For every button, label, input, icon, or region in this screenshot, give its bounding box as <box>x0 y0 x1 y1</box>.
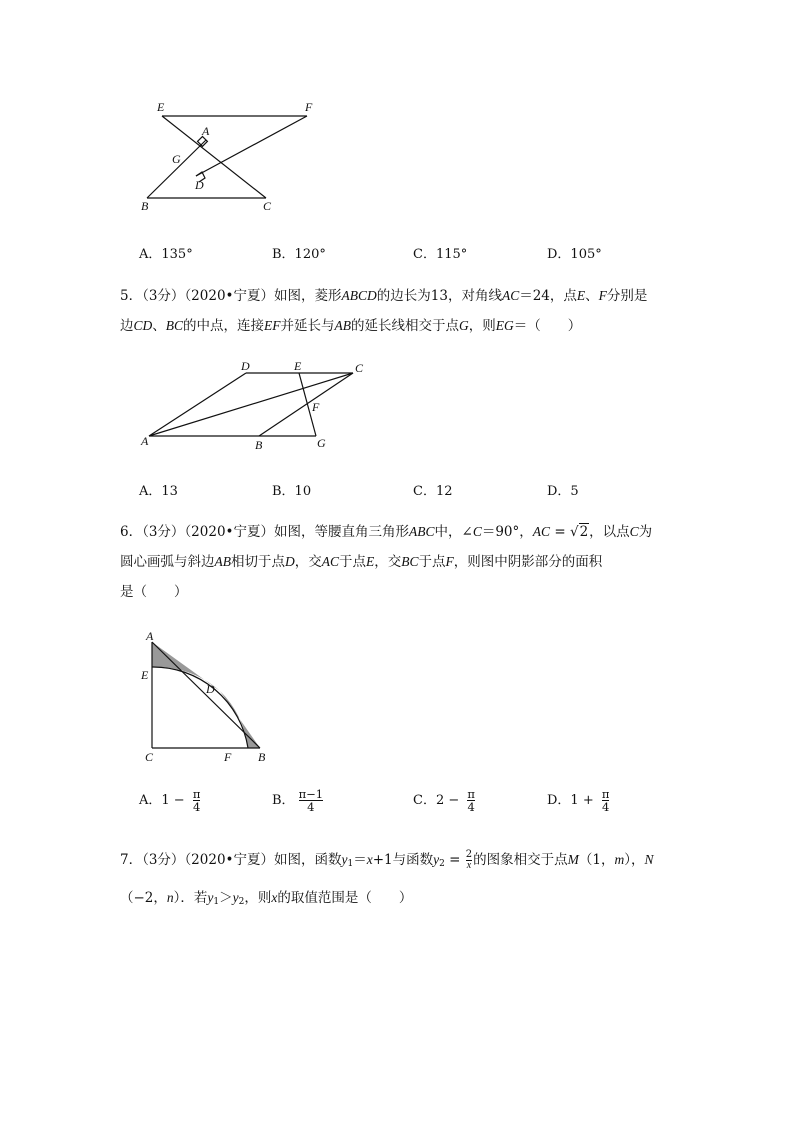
label-A: A <box>202 124 210 138</box>
label-F: F <box>305 100 313 114</box>
q7-text: 如图，函数 <box>274 852 342 868</box>
label-E: E <box>141 668 149 682</box>
option-prefix: A．1 − <box>139 793 189 809</box>
q5-text: 、 <box>152 318 166 334</box>
q5-option-a[interactable]: A．13 <box>139 484 178 499</box>
q7-text: 的图象相交于点 <box>473 852 568 868</box>
q6-text: 于点 <box>339 554 367 570</box>
q7-var: y <box>341 852 348 867</box>
q6-text: 中，∠ <box>434 524 473 540</box>
q7-var: y <box>232 890 239 905</box>
fraction-denominator: 4 <box>467 800 475 815</box>
label-G: G <box>172 152 181 166</box>
label-F: F <box>312 400 320 414</box>
q5-text: 的延长线相交于点 <box>351 318 460 334</box>
q6-var: D <box>285 554 295 569</box>
q5-text: ＝（ ） <box>513 318 582 334</box>
q7-var: M <box>567 852 579 867</box>
q5-score: （3分） <box>142 288 185 304</box>
fraction-denominator: 4 <box>192 800 201 815</box>
sqrt-symbol: √ <box>569 524 579 540</box>
q5-option-d[interactable]: D．5 <box>547 484 579 499</box>
fraction-denominator: x <box>466 860 472 871</box>
q7-score: （3分） <box>142 852 185 868</box>
label-D: D <box>206 682 215 696</box>
q7-var: m <box>614 852 625 867</box>
option-fraction <box>299 788 324 813</box>
option-fraction <box>602 788 610 813</box>
q7-subscript: 2 <box>238 897 245 907</box>
label-A: A <box>146 629 154 643</box>
q5-text: 的中点，连接 <box>183 318 265 334</box>
q5-option-c[interactable]: C．12 <box>413 484 453 499</box>
q6-text: 为 <box>638 524 653 540</box>
q6-text: ，以点 <box>589 524 630 540</box>
label-B: B <box>141 199 149 213</box>
label-F: F <box>224 750 232 764</box>
q5-var: EF <box>264 318 281 333</box>
q6-number: 6． <box>120 524 143 540</box>
q5-var: EG <box>495 318 514 333</box>
q6-option-b[interactable] <box>272 788 323 813</box>
option-fraction <box>467 788 475 813</box>
q5-var: AC <box>501 288 520 303</box>
q7-text: ）， <box>624 852 645 868</box>
q6-text: ，交 <box>294 554 322 570</box>
q5-var: CD <box>133 318 153 333</box>
q5-text: 、 <box>585 288 599 304</box>
q7-text: ＝ <box>353 852 367 868</box>
question-7 <box>120 843 680 919</box>
q7-var: N <box>644 852 654 867</box>
q6-figure <box>138 625 278 770</box>
fraction-numerator: 2 <box>465 849 473 860</box>
q7-fraction <box>466 850 472 871</box>
q5-var: ABCD <box>341 288 377 303</box>
fraction-numerator: π <box>601 787 610 801</box>
q6-text: 圆心画弧与斜边 <box>120 554 215 570</box>
q7-text: ）．若 <box>173 890 208 906</box>
segment-BC <box>259 373 353 436</box>
q7-subscript: 2 <box>439 859 445 869</box>
q6-var: AC <box>532 524 551 539</box>
q6-line-1 <box>120 517 680 547</box>
q6-text: 如图，等腰直角三角形 <box>274 524 410 540</box>
q7-var: x <box>271 890 278 905</box>
fraction-numerator: π−1 <box>298 787 324 801</box>
q7-var: n <box>166 890 174 905</box>
q5-number: 5． <box>120 288 143 304</box>
option-prefix: B． <box>272 793 295 809</box>
option-prefix: D．1 + <box>547 793 598 809</box>
q7-subscript: 1 <box>347 859 354 869</box>
q5-option-b[interactable]: B．10 <box>272 484 312 499</box>
q6-option-a[interactable] <box>139 788 200 813</box>
segment-AD <box>149 373 246 436</box>
q5-text: ，则 <box>468 318 496 334</box>
q5-source: （2020•宁夏） <box>184 288 275 304</box>
q5-text: 的边长为13，对角线 <box>376 288 502 304</box>
q7-var: y <box>433 852 440 867</box>
fraction-denominator: 4 <box>307 800 315 815</box>
q4-option-a[interactable]: A．135° <box>139 247 193 262</box>
q7-number: 7． <box>120 852 143 868</box>
q5-text: 分别是 <box>606 288 648 304</box>
q6-var: C <box>472 524 482 539</box>
label-C: C <box>355 361 364 375</box>
label-D: D <box>241 359 250 373</box>
q6-line-3: 是（ ） <box>120 584 188 600</box>
sqrt-expression <box>570 517 589 547</box>
q7-text: ，则 <box>244 890 272 906</box>
q6-var: ABC <box>409 524 435 539</box>
q5-text: 并延长与 <box>280 318 335 334</box>
q5-line-1 <box>120 281 680 311</box>
q6-text: ，交 <box>374 554 402 570</box>
segment-FD <box>196 116 307 176</box>
q5-text: 如图，菱形 <box>274 288 342 304</box>
question-6 <box>120 517 680 607</box>
q6-source: （2020•宁夏） <box>184 524 275 540</box>
label-B: B <box>255 438 263 452</box>
q7-text: ＞ <box>219 890 233 906</box>
arc-EF <box>152 667 248 748</box>
q6-var: AC <box>321 554 340 569</box>
q4-option-b[interactable]: B．120° <box>272 247 326 262</box>
q6-var: E <box>366 554 375 569</box>
q7-text: （−2， <box>120 890 167 906</box>
q7-var: x <box>366 852 373 867</box>
q5-line-2 <box>120 311 680 341</box>
q7-line-1 <box>120 843 680 881</box>
label-C: C <box>145 750 154 764</box>
q7-line-2 <box>120 881 680 919</box>
label-C: C <box>263 199 272 213</box>
q6-score: （3分） <box>142 524 185 540</box>
fraction-denominator: 4 <box>601 800 610 815</box>
question-5 <box>120 281 680 341</box>
label-A: A <box>141 434 149 448</box>
q6-var: F <box>445 554 454 569</box>
q5-figure <box>135 355 375 455</box>
fraction-numerator: π <box>192 787 201 801</box>
q6-var: C <box>629 524 639 539</box>
q5-var: E <box>576 288 586 303</box>
q5-var: BC <box>165 318 184 333</box>
fraction-numerator: π <box>467 787 475 801</box>
q7-text: （1， <box>578 852 615 868</box>
q6-text: = <box>550 524 570 540</box>
q6-text: ，则图中阴影部分的面积 <box>453 554 603 570</box>
q6-text: ＝90°， <box>481 524 533 540</box>
q7-subscript: 1 <box>213 897 220 907</box>
q7-text: = <box>444 852 465 868</box>
q6-option-d[interactable] <box>547 788 609 813</box>
label-E: E <box>157 100 165 114</box>
q6-var: AB <box>214 554 231 569</box>
label-B: B <box>258 750 266 764</box>
q4-option-c[interactable]: C．115° <box>413 247 468 262</box>
q6-option-c[interactable] <box>413 788 475 813</box>
q5-var: G <box>459 318 469 333</box>
q4-figure <box>130 95 313 220</box>
q6-text: 相切于点 <box>231 554 285 570</box>
sqrt-radicand: 2 <box>579 524 589 540</box>
q5-text: 边 <box>120 318 134 334</box>
q6-text: 于点 <box>418 554 446 570</box>
q5-var: AB <box>334 318 352 333</box>
q7-text: +1与函数 <box>372 852 434 868</box>
q5-text: ＝24，点 <box>519 288 577 304</box>
q5-var: F <box>598 288 607 303</box>
segment-AC <box>149 373 353 436</box>
label-E: E <box>294 359 302 373</box>
q7-var: y <box>207 890 214 905</box>
q6-var: BC <box>401 554 419 569</box>
label-G: G <box>317 436 326 450</box>
option-fraction <box>193 788 201 813</box>
label-D: D <box>195 178 204 192</box>
option-prefix: C．2 − <box>413 793 464 809</box>
q4-option-d[interactable]: D．105° <box>547 247 602 262</box>
q6-line-2 <box>120 547 680 577</box>
q7-source: （2020•宁夏） <box>184 852 275 868</box>
q7-text: 的取值范围是（ ） <box>277 890 413 906</box>
